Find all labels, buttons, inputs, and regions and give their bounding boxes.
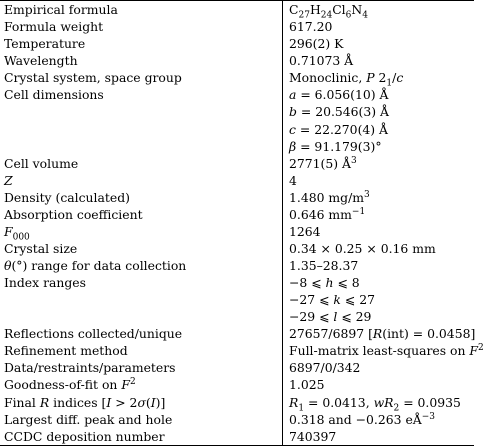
table-row [0, 138, 474, 155]
row-value: c = 22.270(4) Å [289, 121, 389, 137]
row-value: 2771(5) $Å^3$ [289, 155, 357, 171]
row-label: Goodness-of-fit on $F^2$ [0, 376, 283, 393]
table-row [0, 206, 474, 223]
row-value: 27657/6897 [R(int) = 0.0458] [289, 326, 476, 342]
row-value: b = 20.546(3) Å [289, 104, 389, 120]
row-label [0, 291, 283, 308]
row-label: Density (calculated) [0, 189, 283, 206]
row-label: Z [0, 172, 283, 189]
table-row [0, 308, 474, 325]
table-row [0, 342, 474, 359]
table-row [0, 69, 474, 86]
table-row [0, 18, 474, 35]
row-label: $F_{000}$ [0, 223, 283, 240]
row-label: CCDC deposition number [0, 428, 283, 446]
row-label: Wavelength [0, 52, 283, 69]
row-value: 740397 [283, 428, 475, 446]
table-row [0, 189, 474, 206]
row-value: Monoclinic, P $2_1/c$ [289, 70, 404, 89]
row-label [0, 308, 283, 325]
row-value: 1.480 $mg/m^3$ [289, 189, 370, 205]
row-label: Formula weight [0, 18, 283, 35]
table-row [0, 411, 474, 428]
table-row [0, 274, 474, 291]
row-label [0, 120, 283, 137]
row-label: Absorption coefficient [0, 206, 283, 223]
table-row [0, 257, 474, 274]
table-row [0, 52, 474, 69]
row-value: 1264 [289, 223, 321, 239]
row-value: 296(2) K [289, 36, 344, 52]
row-value: −29 ⩽ l ⩽ 29 [289, 309, 372, 325]
table-row [0, 393, 474, 410]
row-label: Temperature [0, 35, 283, 52]
table-row [0, 291, 474, 308]
table-row [0, 120, 474, 137]
table-row [0, 172, 474, 189]
row-label: Crystal size [0, 240, 283, 257]
row-label: Reflections collected/unique [0, 325, 283, 342]
row-label: Refinement method [0, 342, 283, 359]
table-row [0, 376, 474, 393]
table-row [0, 325, 474, 342]
row-value: $R_1 = 0.0413$, $wR_2 = 0.0935$ [289, 394, 461, 413]
row-label: Largest diff. peak and hole [0, 411, 283, 428]
table-row [0, 86, 474, 103]
row-label: Crystal system, space group [0, 69, 283, 86]
row-value: 0.646 $mm^{-1}$ [289, 206, 366, 222]
row-label: Index ranges [0, 274, 283, 291]
row-value: 6897/0/342 [289, 360, 361, 376]
row-label: Data/restraints/parameters [0, 359, 283, 376]
table-row [0, 35, 474, 52]
table-row [0, 1, 474, 19]
table-row [0, 359, 474, 376]
table-row [0, 240, 474, 257]
row-value: 0.71073 Å [289, 53, 354, 69]
row-label: Cell volume [0, 155, 283, 172]
table-row [0, 103, 474, 120]
row-value: β = 91.179(3)° [289, 138, 382, 154]
row-value: 0.318 and −0.263 $eÅ^{-3}$ [289, 411, 436, 427]
row-value: 1.025 [289, 377, 325, 393]
table-row [0, 428, 474, 446]
row-label: Cell dimensions [0, 86, 283, 103]
row-value: −8 ⩽ h ⩽ 8 [289, 275, 360, 291]
table-row [0, 223, 474, 240]
row-value: 1.35–28.37 [289, 258, 359, 273]
row-value: 4 [289, 172, 297, 188]
row-label [0, 138, 283, 155]
row-label: Empirical formula [0, 1, 283, 19]
row-value: 0.34 × 0.25 × 0.16 mm [289, 240, 436, 256]
table-row [0, 155, 474, 172]
row-value: Full-matrix least-squares on $F^2$ [289, 343, 484, 359]
row-value: 617.20 [289, 19, 333, 35]
row-label: θ(°) range for data collection [0, 257, 283, 274]
row-label: Final R indices [I > 2σ(I)] [0, 393, 283, 410]
row-value: −27 ⩽ k ⩽ 27 [289, 292, 375, 308]
row-value: $C_{27}H_{24}Cl_6N_4$ [283, 1, 475, 19]
row-label [0, 103, 283, 120]
row-value: a = 6.056(10) Å [289, 87, 389, 103]
